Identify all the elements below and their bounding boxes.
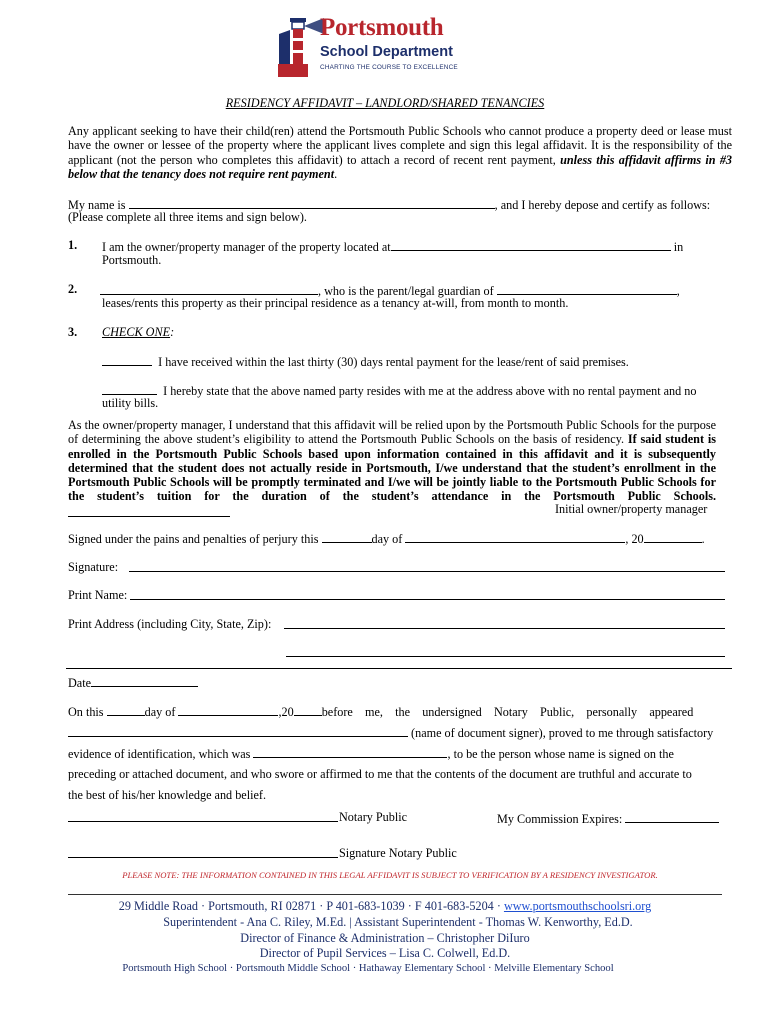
check-one-label: CHECK ONE:: [102, 325, 175, 339]
notary-divider: [66, 668, 732, 669]
identification-field[interactable]: [253, 745, 447, 758]
notary-public-label: Notary Public: [339, 810, 408, 824]
print-address-field-2[interactable]: [286, 656, 725, 657]
intro-emphasis: unless this affidavit affirms in #3 below that the tenancy does not require rent payment: [68, 152, 733, 181]
option-1-blank[interactable]: [102, 353, 152, 366]
print-name-field[interactable]: [130, 599, 725, 600]
print-address-label: Print Address (including City, State, Zip):: [68, 617, 272, 631]
instructions-note: (Please complete all three items and sign below).: [68, 210, 307, 224]
notary-year-field[interactable]: [294, 703, 322, 716]
property-address-field[interactable]: [391, 238, 671, 251]
parent-name-field[interactable]: [100, 282, 318, 295]
footer-address: 29 Middle Road · Portsmouth, RI 02871 · P 401-683-1039 · F 401-683-5204 · www.portsmouthschoolsri.org: [118, 899, 652, 913]
date-line: Date: [68, 674, 198, 690]
evidence-line: evidence of identification, which was , to be the person whose name is signed on the: [68, 747, 674, 761]
footer-schools: Portsmouth High School · Portsmouth Middle School · Hathaway Elementary School · Melville Elementary School: [122, 963, 614, 974]
date-field[interactable]: [91, 674, 198, 687]
website-link[interactable]: www.portsmouthschoolsri.org: [503, 899, 652, 913]
print-name-label: Print Name:: [68, 588, 128, 602]
item-2-text: , who is the parent/legal guardian of ,: [100, 282, 680, 298]
commission-label: My Commission Expires:: [497, 810, 719, 826]
logo-tagline: CHARTING THE COURSE TO EXCELLENCE: [320, 64, 458, 71]
signature-label: Signature:: [68, 560, 119, 574]
notary-month-field[interactable]: [178, 703, 278, 716]
intro-paragraph: Any applicant seeking to have their child(ren) attend the Portsmouth Public Schools who cannot produce a property deed or lease must have the owner or lessee of the property where the applicant lives complete and sign this legal affidavit. It is the responsibility of the applicant (not the person who completes this affidavit) to attach a record of recent rent payment, unless this affidavit affirms in #3 below that the tenancy does not require rent payment.: [68, 124, 733, 181]
signed-year-field[interactable]: [644, 530, 702, 543]
notary-public-field[interactable]: [68, 821, 338, 822]
my-name-field[interactable]: [129, 196, 495, 209]
signer-name-line: (name of document signer), proved to me through satisfactory: [68, 724, 713, 740]
best-line: the best of his/her knowledge and belief.: [68, 788, 266, 802]
option-2: I hereby state that the above named party resides with me at the address above with no rental payment and no: [102, 382, 696, 398]
my-name-line: My name is , and I hereby depose and certify as follows:: [68, 198, 711, 212]
footer-director-finance: Director of Finance & Administration – Christopher DiIuro: [240, 931, 530, 945]
option-2-cont: utility bills.: [102, 396, 159, 410]
please-note: PLEASE NOTE: THE INFORMATION CONTAINED IN THIS LEGAL AFFIDAVIT IS SUBJECT TO VERIFICATION BY A RESIDENCY INVESTIGATOR.: [122, 870, 658, 880]
signed-day-field[interactable]: [322, 530, 372, 543]
signed-month-field[interactable]: [405, 530, 625, 543]
item-number-2: 2.: [68, 282, 78, 296]
footer-divider: [68, 894, 722, 895]
preceding-line: preceding or attached document, and who swore or affirmed to me that the contents of the document are truthful and accurate to: [68, 767, 692, 781]
logo-name: Portsmouth: [320, 14, 444, 41]
item-2-cont: leases/rents this property as their principal residence as a tenancy at-will, from month to month.: [102, 296, 569, 310]
signature-field[interactable]: [129, 571, 725, 572]
commission-field[interactable]: [625, 810, 719, 823]
on-this-line: On this day of ,20 before me, the undersigned Notary Public, personally appeared: [68, 705, 694, 719]
document-title: RESIDENCY AFFIDAVIT – LANDLORD/SHARED TENANCIES: [225, 96, 545, 110]
item-1-text: I am the owner/property manager of the property located at in: [102, 240, 684, 254]
item-number-3: 3.: [68, 325, 78, 339]
student-name-field[interactable]: [497, 282, 677, 295]
owner-paragraph: As the owner/property manager, I understand that this affidavit will be relied upon by the Portsmouth Public Schools for the purpose of determining the above student’s eligibility to attend the Portsmouth Public Schools on the basis of residency. If said student is enrolled in the Portsmouth Public Schools based upon information contained in this affidavit and it is subsequently determined that the student does not actually reside in Portsmouth, I/we understand that the student’s enrollment in the Portsmouth Public Schools will be promptly terminated and I/we will be jointly liable to the Portsmouth Public Schools for the student’s tuition for the duration of the student’s attendance in the Portsmouth Public Schools.: [68, 418, 716, 520]
footer-director-pupil: Director of Pupil Services – Lisa C. Colwell, Ed.D.: [259, 946, 511, 960]
print-address-field[interactable]: [284, 628, 725, 629]
signer-name-field[interactable]: [68, 724, 408, 737]
initial-label: Initial owner/property manager: [555, 502, 708, 516]
initial-field[interactable]: [68, 504, 230, 517]
notary-day-field[interactable]: [107, 703, 145, 716]
logo-subtitle: School Department: [320, 44, 453, 60]
signed-line: Signed under the pains and penalties of perjury this day of , 20 .: [68, 532, 705, 546]
option-2-blank[interactable]: [102, 382, 157, 395]
footer-superintendents: Superintendent - Ana C. Riley, M.Ed. | Assistant Superintendent - Thomas W. Kenworthy, Ed.D.: [163, 915, 633, 929]
item-1-cont: Portsmouth.: [102, 253, 162, 267]
lighthouse-icon: [276, 16, 324, 78]
item-number-1: 1.: [68, 238, 78, 252]
option-1: I have received within the last thirty (30) days rental payment for the lease/rent of said premises.: [102, 353, 629, 369]
notary-signature-field[interactable]: [68, 857, 338, 858]
logo: [276, 14, 476, 78]
notary-signature-label: Signature Notary Public: [339, 846, 457, 860]
